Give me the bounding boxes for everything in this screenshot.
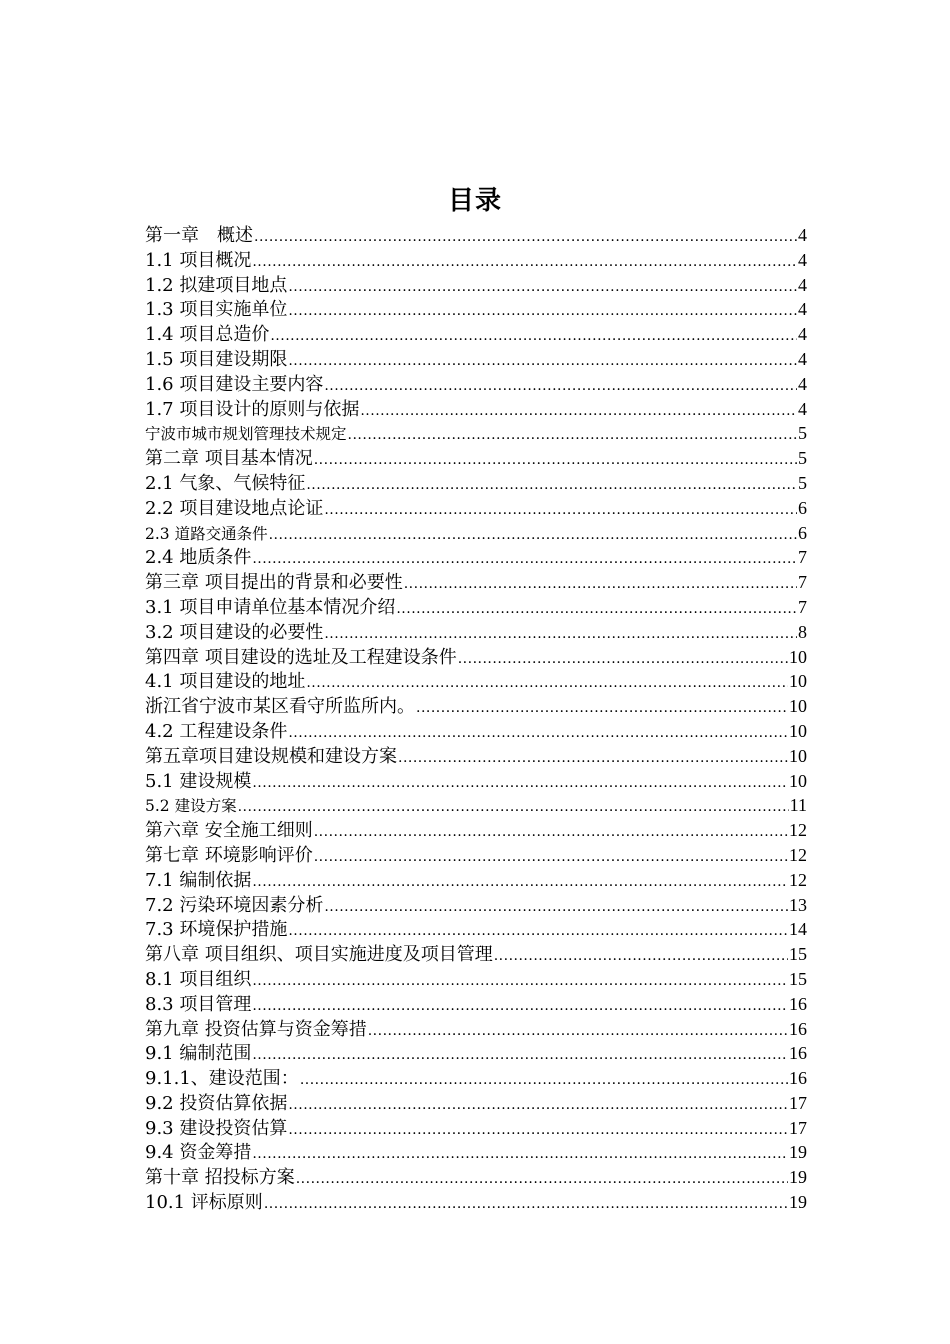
toc-entry-page-number: 12: [789, 869, 807, 890]
toc-entry-label: 4.1 项目建设的地址: [145, 671, 306, 693]
toc-entry[interactable]: [145, 446, 807, 471]
toc-entry-label: 宁波市城市规划管理技术规定: [145, 425, 347, 444]
toc-entry-label: 1.3 项目实施单位: [145, 299, 288, 321]
toc-entry[interactable]: [145, 620, 807, 645]
toc-entry-label: 7.3 环境保护措施: [145, 919, 288, 941]
toc-dot-leader: [288, 721, 788, 744]
toc-dot-leader: [254, 225, 797, 248]
toc-entry-page-number: 8: [798, 621, 807, 642]
toc-dot-leader: [252, 969, 788, 992]
toc-entry[interactable]: [145, 967, 807, 992]
toc-entry-label: 1.7 项目设计的原则与依据: [145, 398, 360, 420]
toc-entry-label: 第四章 项目建设的选址及工程建设条件: [145, 646, 457, 668]
toc-dot-leader: [396, 597, 797, 620]
toc-entry-page-number: 16: [789, 1068, 807, 1089]
toc-entry[interactable]: [145, 769, 807, 794]
toc-entry-label: 9.3 建设投资估算: [145, 1117, 288, 1139]
toc-entry-page-number: 4: [798, 324, 807, 345]
toc-entry-page-number: 4: [798, 274, 807, 295]
toc-entry[interactable]: [145, 669, 807, 694]
toc-entry-page-number: 11: [789, 795, 807, 816]
toc-dot-leader: [416, 696, 788, 719]
toc-dot-leader: [270, 324, 797, 347]
toc-entry-label: 5.2 建设方案: [145, 797, 237, 816]
toc-entry-page-number: 16: [789, 993, 807, 1014]
toc-entry-label: 第五章项目建设规模和建设方案: [145, 745, 397, 767]
toc-entry[interactable]: [145, 1041, 807, 1066]
toc-entry-page-number: 15: [789, 944, 807, 965]
toc-dot-leader: [252, 1043, 788, 1066]
toc-dot-leader: [314, 448, 797, 471]
toc-entry-page-number: 7: [798, 547, 807, 568]
toc-entry-label: 2.3 道路交通条件: [145, 524, 268, 543]
toc-dot-leader: [494, 944, 788, 967]
toc-entry-label: 1.6 项目建设主要内容: [145, 373, 324, 395]
toc-entry-label: 9.2 投资估算依据: [145, 1092, 288, 1114]
toc-entry-label: 第八章 项目组织、项目实施进度及项目管理: [145, 944, 493, 966]
toc-entry-page-number: 12: [789, 844, 807, 865]
toc-dot-leader: [252, 994, 788, 1017]
toc-entry-label: 第一章 概述: [145, 225, 253, 246]
toc-entry-page-number: 7: [798, 572, 807, 593]
toc-entry[interactable]: [145, 322, 807, 347]
toc-entry-page-number: 10: [789, 696, 807, 717]
toc-entry[interactable]: [145, 818, 807, 843]
toc-entry-label: 2.4 地质条件: [145, 547, 252, 569]
toc-entry-label: 3.2 项目建设的必要性: [145, 621, 324, 643]
toc-entry-label: 1.5 项目建设期限: [145, 348, 288, 370]
toc-entry[interactable]: [145, 645, 807, 670]
toc-entry[interactable]: [145, 248, 807, 273]
toc-dot-leader: [324, 498, 797, 521]
toc-entry-page-number: 10: [789, 671, 807, 692]
toc-dot-leader: [300, 1068, 788, 1091]
toc-dot-leader: [288, 349, 797, 372]
toc-entry-label: 1.1 项目概况: [145, 249, 252, 271]
toc-entry[interactable]: [145, 893, 807, 918]
toc-entry-page-number: 6: [798, 497, 807, 518]
toc-entry-label: 浙江省宁波市某区看守所监所内。: [145, 696, 415, 718]
toc-dot-leader: [252, 250, 797, 273]
toc-dot-leader: [288, 1093, 788, 1116]
toc-entry-page-number: 19: [789, 1167, 807, 1188]
toc-entry-page-number: 10: [789, 745, 807, 766]
toc-entry-page-number: 5: [798, 423, 807, 444]
toc-entry-label: 第七章 环境影响评价: [145, 844, 313, 866]
toc-entry-page-number: 13: [789, 894, 807, 915]
toc-entry[interactable]: [145, 1116, 807, 1141]
toc-dot-leader: [269, 523, 797, 546]
toc-entry-label: 2.1 气象、气候特征: [145, 472, 306, 494]
toc-entry-page-number: 5: [798, 472, 807, 493]
toc-dot-leader: [252, 771, 788, 794]
toc-dot-leader: [348, 423, 797, 446]
toc-entry[interactable]: [145, 1066, 807, 1091]
toc-entry-page-number: 4: [798, 398, 807, 419]
table-of-contents: [145, 223, 807, 1215]
toc-entry[interactable]: [145, 694, 807, 719]
toc-entry-label: 第九章 投资估算与资金筹措: [145, 1018, 367, 1040]
toc-entry[interactable]: [145, 521, 807, 546]
toc-dot-leader: [314, 820, 788, 843]
toc-entry-label: 第二章 项目基本情况: [145, 448, 313, 470]
toc-entry[interactable]: [145, 496, 807, 521]
toc-dot-leader: [314, 845, 788, 868]
toc-dot-leader: [360, 399, 797, 422]
toc-entry-label: 第三章 项目提出的背景和必要性: [145, 572, 403, 594]
toc-entry-page-number: 7: [798, 596, 807, 617]
toc-entry[interactable]: [145, 917, 807, 942]
toc-entry-page-number: 4: [798, 299, 807, 320]
toc-entry-label: 8.3 项目管理: [145, 993, 252, 1015]
toc-entry[interactable]: [145, 1091, 807, 1116]
toc-entry-label: 第十章 招投标方案: [145, 1167, 295, 1189]
toc-entry[interactable]: [145, 1165, 807, 1190]
toc-entry-page-number: 15: [789, 968, 807, 989]
toc-entry[interactable]: [145, 273, 807, 298]
toc-entry[interactable]: [145, 942, 807, 967]
toc-entry-label: 10.1 评标原则: [145, 1192, 263, 1214]
toc-dot-leader: [238, 795, 789, 818]
toc-dot-leader: [324, 374, 797, 397]
toc-dot-leader: [398, 746, 788, 769]
toc-entry-label: 9.4 资金筹措: [145, 1142, 252, 1164]
toc-entry-label: 3.1 项目申请单位基本情况介绍: [145, 596, 396, 618]
toc-entry[interactable]: [145, 471, 807, 496]
toc-entry-label: 2.2 项目建设地点论证: [145, 497, 324, 519]
toc-entry[interactable]: [145, 595, 807, 620]
toc-entry-page-number: 4: [798, 348, 807, 369]
toc-dot-leader: [404, 572, 797, 595]
toc-entry[interactable]: [145, 793, 807, 818]
toc-dot-leader: [288, 299, 797, 322]
toc-entry-page-number: 6: [798, 522, 807, 543]
toc-entry[interactable]: [145, 1140, 807, 1165]
toc-entry[interactable]: [145, 421, 807, 446]
toc-entry[interactable]: [145, 397, 807, 422]
toc-entry-label: 8.1 项目组织: [145, 968, 252, 990]
toc-entry-page-number: 19: [789, 1142, 807, 1163]
toc-dot-leader: [296, 1167, 788, 1190]
toc-entry-label: 5.1 建设规模: [145, 770, 252, 792]
toc-entry[interactable]: [145, 372, 807, 397]
toc-dot-leader: [368, 1019, 788, 1042]
toc-entry-page-number: 10: [789, 770, 807, 791]
toc-dot-leader: [288, 275, 797, 298]
toc-dot-leader: [264, 1192, 788, 1215]
toc-entry-label: 9.1 编制范围: [145, 1043, 252, 1065]
toc-entry-page-number: 4: [798, 225, 807, 245]
toc-dot-leader: [306, 473, 797, 496]
toc-dot-leader: [252, 1142, 788, 1165]
toc-entry-label: 9.1.1、建设范围：: [145, 1068, 299, 1090]
toc-entry[interactable]: [145, 868, 807, 893]
toc-dot-leader: [252, 547, 797, 570]
toc-entry[interactable]: [145, 545, 807, 570]
toc-entry[interactable]: [145, 843, 807, 868]
toc-entry[interactable]: [145, 992, 807, 1017]
toc-entry-label: 7.1 编制依据: [145, 869, 252, 891]
toc-entry[interactable]: [145, 570, 807, 595]
toc-entry[interactable]: [145, 1190, 807, 1215]
toc-entry-label: 第六章 安全施工细则: [145, 820, 313, 842]
toc-entry-page-number: 5: [798, 448, 807, 469]
toc-entry-label: 1.4 项目总造价: [145, 324, 270, 346]
toc-entry-page-number: 16: [789, 1043, 807, 1064]
toc-entry[interactable]: [145, 223, 807, 248]
page-title: 目录: [447, 186, 502, 216]
toc-dot-leader: [306, 671, 788, 694]
toc-entry-label: 4.2 工程建设条件: [145, 720, 288, 742]
toc-entry[interactable]: [145, 1017, 807, 1042]
toc-entry-page-number: 17: [789, 1092, 807, 1113]
toc-entry-page-number: 10: [789, 646, 807, 667]
toc-entry-page-number: 12: [789, 820, 807, 841]
toc-dot-leader: [288, 1118, 788, 1141]
toc-entry-page-number: 14: [789, 919, 807, 940]
toc-entry-page-number: 4: [798, 249, 807, 270]
toc-entry-label: 7.2 污染环境因素分析: [145, 894, 324, 916]
toc-dot-leader: [458, 647, 788, 670]
toc-dot-leader: [252, 870, 788, 893]
toc-entry-page-number: 10: [789, 720, 807, 741]
toc-entry-page-number: 17: [789, 1117, 807, 1138]
toc-entry[interactable]: [145, 744, 807, 769]
toc-entry[interactable]: [145, 347, 807, 372]
toc-dot-leader: [324, 895, 788, 918]
toc-dot-leader: [288, 919, 788, 942]
toc-entry-label: 1.2 拟建项目地点: [145, 274, 288, 296]
toc-entry-page-number: 16: [789, 1018, 807, 1039]
toc-entry-page-number: 4: [798, 373, 807, 394]
toc-dot-leader: [324, 622, 797, 645]
toc-entry[interactable]: [145, 297, 807, 322]
toc-entry-page-number: 19: [789, 1192, 807, 1213]
toc-entry[interactable]: [145, 719, 807, 744]
